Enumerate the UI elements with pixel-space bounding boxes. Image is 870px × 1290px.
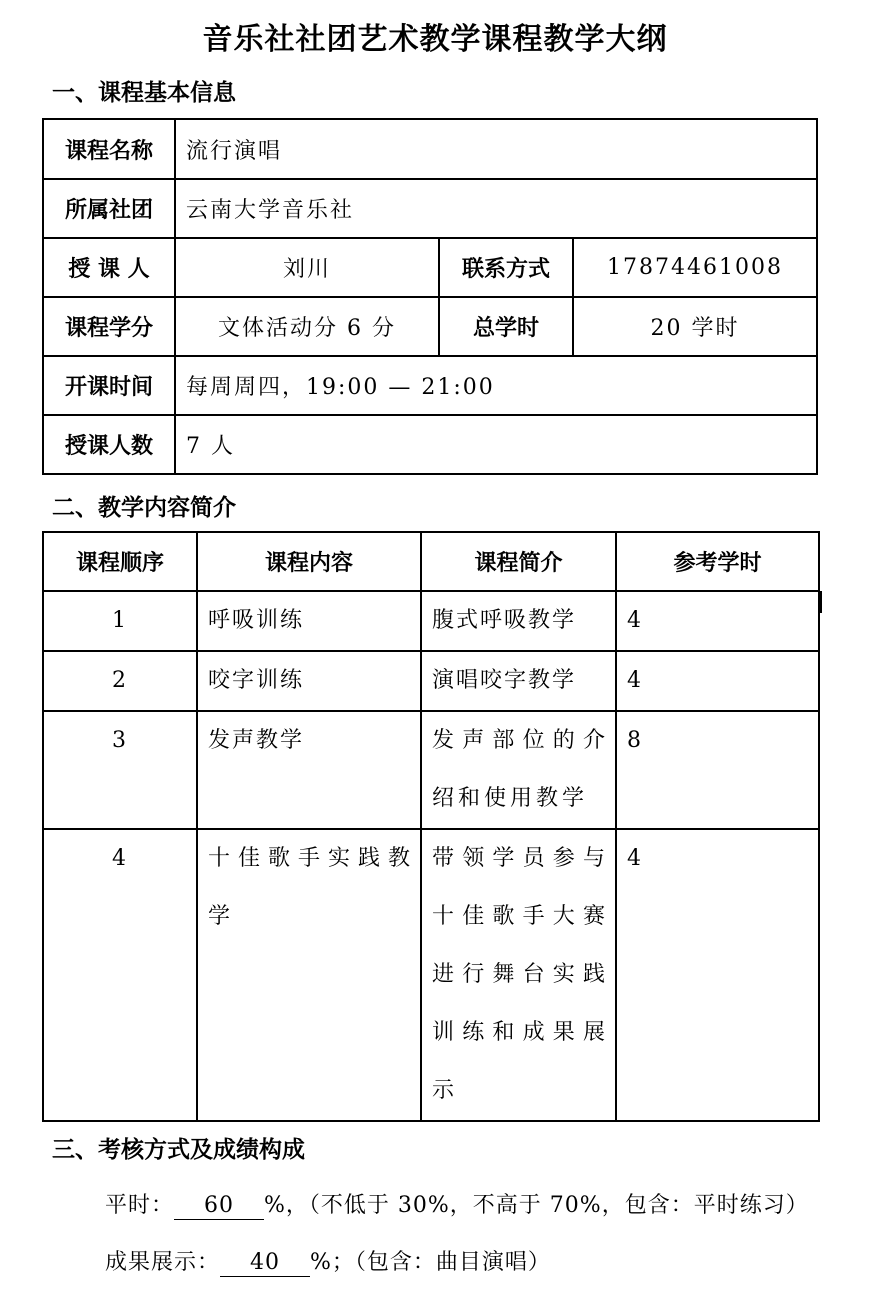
club-label: 所属社团 bbox=[43, 179, 175, 238]
teacher-value: 刘川 bbox=[175, 238, 439, 297]
header-order: 课程顺序 bbox=[43, 532, 197, 591]
teacher-label: 授 课 人 bbox=[43, 238, 175, 297]
row-content: 呼吸训练 bbox=[197, 591, 421, 651]
contact-label: 联系方式 bbox=[439, 238, 573, 297]
table-row bbox=[43, 829, 819, 1121]
credit-label: 课程学分 bbox=[43, 297, 175, 356]
course-name-label: 课程名称 bbox=[43, 119, 175, 179]
row-intro: 带领学员参与十佳歌手大赛进行舞台实践训练和成果展示 bbox=[421, 829, 616, 1121]
result-grade-label: 成果展示： bbox=[105, 1250, 221, 1275]
count-value: 7 人 bbox=[175, 415, 817, 474]
row-hours: 4 bbox=[616, 591, 819, 651]
row-hours: 4 bbox=[616, 829, 819, 1121]
row-order: 1 bbox=[43, 591, 197, 651]
hours-label: 总学时 bbox=[439, 297, 573, 356]
result-grade-note: %；（包含：曲目演唱） bbox=[310, 1250, 551, 1275]
row-content: 发声教学 bbox=[197, 711, 421, 829]
time-label: 开课时间 bbox=[43, 356, 175, 415]
row-order: 2 bbox=[43, 651, 197, 711]
result-grade-value: 40 bbox=[220, 1250, 310, 1277]
header-intro: 课程简介 bbox=[421, 532, 616, 591]
basic-info-table bbox=[42, 118, 818, 475]
section-heading-basic-info: 一、课程基本信息 bbox=[52, 80, 236, 106]
result-grade-line bbox=[105, 1245, 551, 1277]
header-content: 课程内容 bbox=[197, 532, 421, 591]
count-label: 授课人数 bbox=[43, 415, 175, 474]
regular-grade-line bbox=[105, 1188, 809, 1220]
table-row bbox=[43, 711, 819, 829]
text-cursor bbox=[818, 591, 822, 613]
regular-grade-value: 60 bbox=[174, 1193, 264, 1220]
hours-value: 20 学时 bbox=[573, 297, 817, 356]
time-value: 每周周四，19:00 — 21:00 bbox=[175, 356, 817, 415]
section-heading-content: 二、教学内容简介 bbox=[52, 495, 236, 521]
header-hours: 参考学时 bbox=[616, 532, 819, 591]
row-intro: 腹式呼吸教学 bbox=[421, 591, 616, 651]
row-order: 4 bbox=[43, 829, 197, 1121]
regular-grade-label: 平时： bbox=[105, 1193, 175, 1218]
course-name-value: 流行演唱 bbox=[175, 119, 817, 179]
page-title: 音乐社社团艺术教学课程教学大纲 bbox=[202, 22, 668, 57]
club-value: 云南大学音乐社 bbox=[175, 179, 817, 238]
row-order: 3 bbox=[43, 711, 197, 829]
table-row bbox=[43, 591, 819, 651]
row-intro: 发声部位的介绍和使用教学 bbox=[421, 711, 616, 829]
row-intro: 演唱咬字教学 bbox=[421, 651, 616, 711]
credit-value: 文体活动分 6 分 bbox=[175, 297, 439, 356]
row-hours: 8 bbox=[616, 711, 819, 829]
section-heading-assessment: 三、考核方式及成绩构成 bbox=[52, 1137, 305, 1163]
row-hours: 4 bbox=[616, 651, 819, 711]
table-row bbox=[43, 651, 819, 711]
row-content: 咬字训练 bbox=[197, 651, 421, 711]
row-content: 十佳歌手实践教学 bbox=[197, 829, 421, 1121]
content-table bbox=[42, 531, 820, 1122]
contact-value: 17874461008 bbox=[573, 238, 817, 297]
regular-grade-note: %，（不低于 30%，不高于 70%，包含：平时练习） bbox=[264, 1193, 809, 1218]
